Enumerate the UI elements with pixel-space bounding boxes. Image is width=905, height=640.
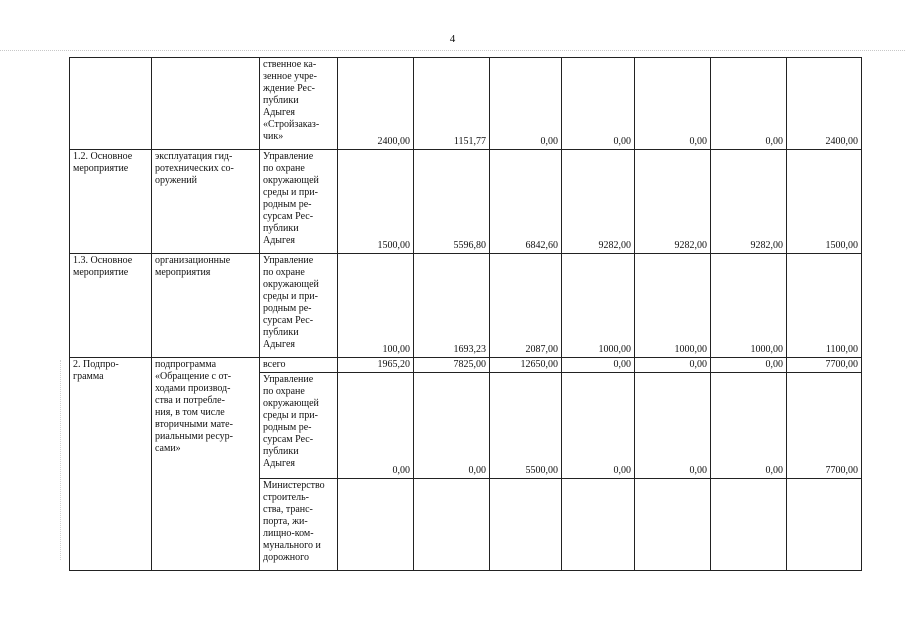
- value-cell: 7825,00: [414, 358, 490, 373]
- event-name-cell: организационные мероприятия: [152, 254, 260, 358]
- value-cell: 0,00: [711, 58, 787, 150]
- responsible-cell: всего: [260, 358, 338, 373]
- value-cell: 1000,00: [711, 254, 787, 358]
- table-row: [70, 254, 862, 358]
- scan-edge-mark: [60, 360, 62, 560]
- value-cell: 1965,20: [338, 358, 414, 373]
- responsible-cell: Управление по охране окружающей среды и при- родным ре- сурсам Рес- публики Адыгея: [260, 373, 338, 479]
- value-cell: 2400,00: [787, 58, 862, 150]
- value-cell: 0,00: [338, 373, 414, 479]
- value-cell: [635, 479, 711, 571]
- scan-dotted-line: [0, 50, 905, 52]
- value-cell: 7700,00: [787, 358, 862, 373]
- responsible-cell: Министерство строитель- ства, транс- порта, жи- лищно-ком- мунального и дорожного: [260, 479, 338, 571]
- value-cell: 1500,00: [338, 150, 414, 254]
- value-cell: 9282,00: [711, 150, 787, 254]
- value-cell: [562, 479, 635, 571]
- event-name-cell: [152, 58, 260, 150]
- value-cell: 1500,00: [787, 150, 862, 254]
- table-row: [70, 58, 862, 150]
- event-name-cell: эксплуатация гид- ротехнических со- оружений: [152, 150, 260, 254]
- responsible-cell: Управление по охране окружающей среды и при- родным ре- сурсам Рес- публики Адыгея: [260, 150, 338, 254]
- value-cell: 2087,00: [490, 254, 562, 358]
- value-cell: 5596,80: [414, 150, 490, 254]
- table-row: [70, 150, 862, 254]
- value-cell: 1000,00: [562, 254, 635, 358]
- event-number-cell: 1.3. Основное мероприятие: [70, 254, 152, 358]
- value-cell: 100,00: [338, 254, 414, 358]
- value-cell: [338, 479, 414, 571]
- value-cell: 9282,00: [635, 150, 711, 254]
- value-cell: [414, 479, 490, 571]
- value-cell: [711, 479, 787, 571]
- event-number-cell: 1.2. Основное мероприятие: [70, 150, 152, 254]
- value-cell: 1151,77: [414, 58, 490, 150]
- value-cell: 12650,00: [490, 358, 562, 373]
- value-cell: 0,00: [635, 358, 711, 373]
- value-cell: 0,00: [635, 58, 711, 150]
- responsible-cell: ственное ка- зенное учре- ждение Рес- публики Адыгея «Стройзаказ- чик»: [260, 58, 338, 150]
- event-number-cell: 2. Подпро- грамма: [70, 358, 152, 571]
- value-cell: 0,00: [414, 373, 490, 479]
- value-cell: 9282,00: [562, 150, 635, 254]
- value-cell: 0,00: [562, 58, 635, 150]
- value-cell: 0,00: [711, 358, 787, 373]
- value-cell: 2400,00: [338, 58, 414, 150]
- value-cell: 0,00: [490, 58, 562, 150]
- value-cell: [787, 479, 862, 571]
- page-number: 4: [449, 33, 456, 45]
- event-name-cell: подпрограмма «Обращение с от- ходами производ- ства и потребле- ния, в том числе вторичными мате- риальными ресур- сами»: [152, 358, 260, 571]
- value-cell: 0,00: [562, 373, 635, 479]
- table-row: [70, 358, 862, 373]
- value-cell: 6842,60: [490, 150, 562, 254]
- value-cell: 1693,23: [414, 254, 490, 358]
- value-cell: 0,00: [562, 358, 635, 373]
- value-cell: 0,00: [711, 373, 787, 479]
- value-cell: 1000,00: [635, 254, 711, 358]
- value-cell: 1100,00: [787, 254, 862, 358]
- event-number-cell: [70, 58, 152, 150]
- responsible-cell: Управление по охране окружающей среды и при- родным ре- сурсам Рес- публики Адыгея: [260, 254, 338, 358]
- value-cell: 5500,00: [490, 373, 562, 479]
- budget-table: [69, 57, 862, 571]
- value-cell: 0,00: [635, 373, 711, 479]
- value-cell: [490, 479, 562, 571]
- value-cell: 7700,00: [787, 373, 862, 479]
